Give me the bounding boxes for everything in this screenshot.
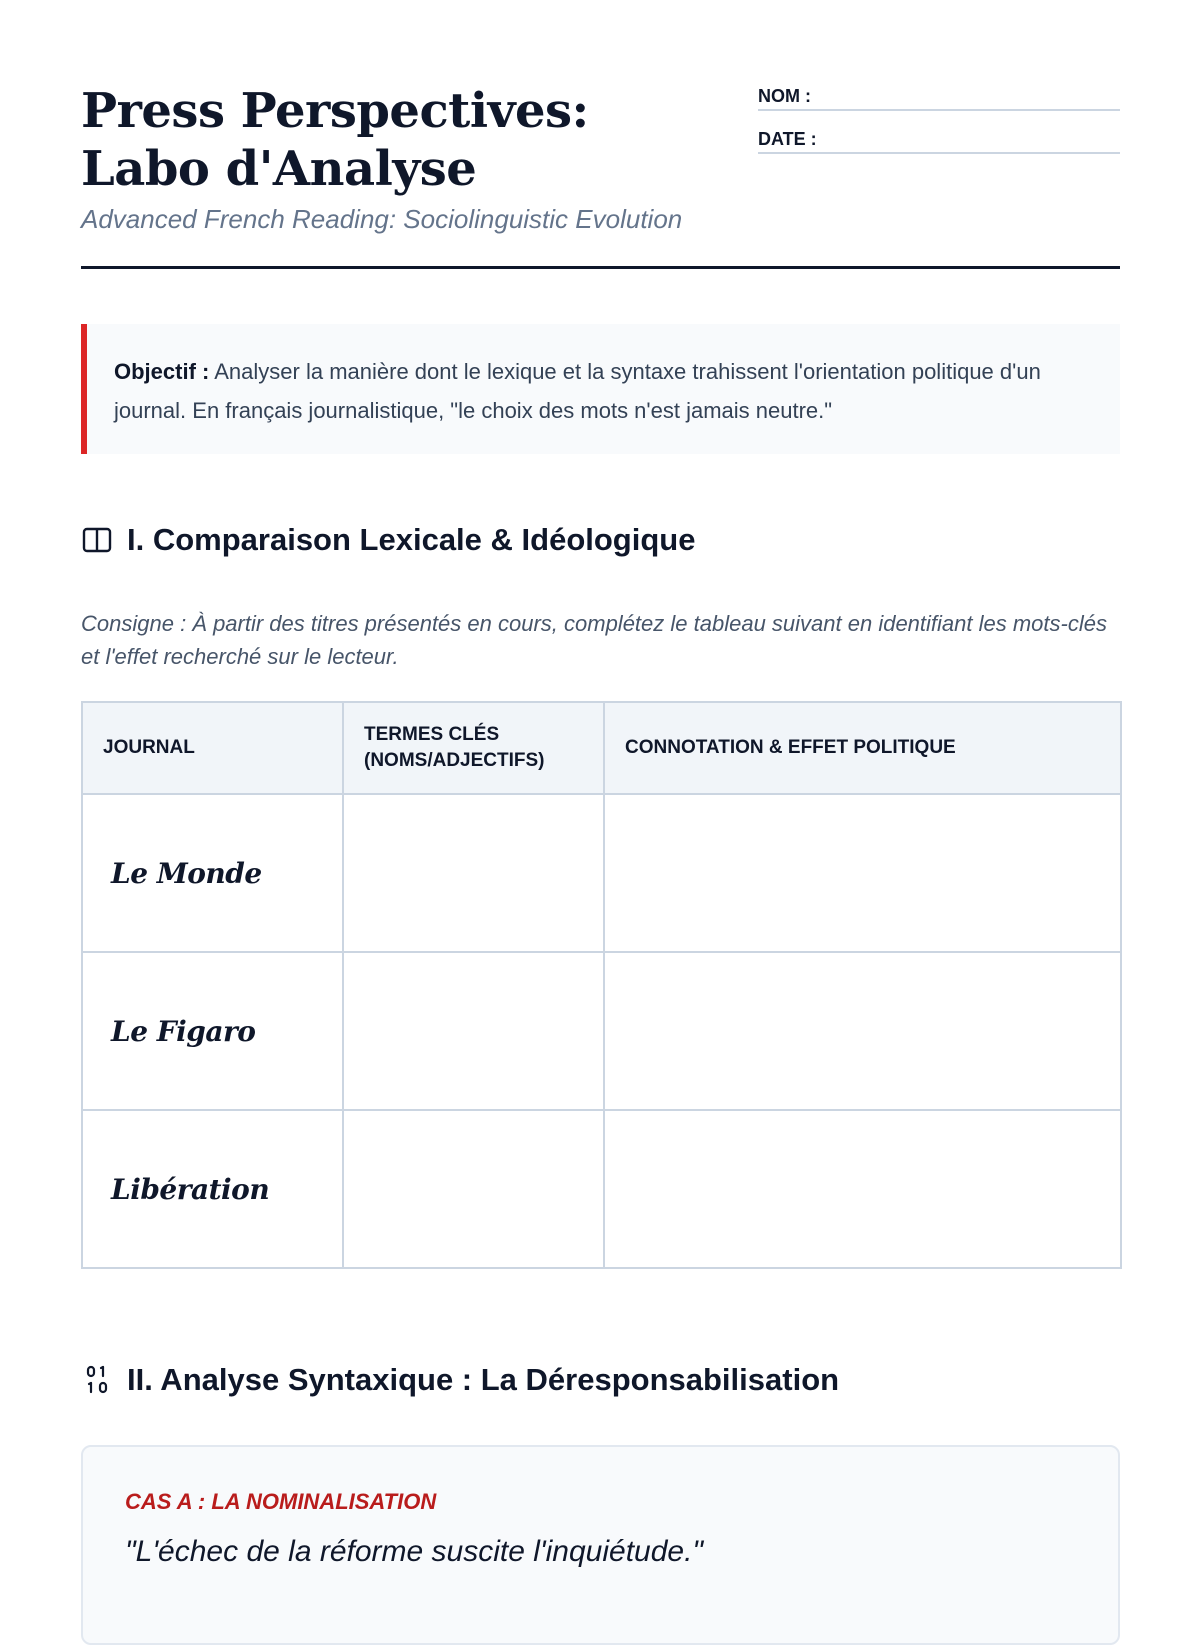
connotation-answer-cell[interactable] (604, 952, 1121, 1110)
column-header-journal: JOURNAL (82, 702, 343, 794)
table-row (82, 1110, 1121, 1268)
connotation-answer-cell[interactable] (604, 1110, 1121, 1268)
journal-cell (82, 1110, 343, 1268)
name-field-label: NOM : (758, 86, 811, 106)
table-header-row (82, 702, 1121, 794)
objective-text: Analyser la manière dont le lexique et la syntaxe trahissent l'orientation politique d'un journal. En français journalistique, "le choix des mots n'est jamais neutre." (114, 359, 1041, 423)
table-row (82, 952, 1121, 1110)
column-header-key-terms: TERMES CLÉS (NOMS/ADJECTIFS) (343, 702, 604, 794)
key-terms-answer-cell[interactable] (343, 952, 604, 1110)
column-header-connotation: CONNOTATION & EFFET POLITIQUE (604, 702, 1121, 794)
section-2-heading (81, 1362, 839, 1398)
binary-icon (81, 1364, 113, 1396)
journal-cell (82, 794, 343, 952)
section-2-title: II. Analyse Syntaxique : La Déresponsabilisation (127, 1362, 840, 1397)
name-field-line[interactable] (811, 85, 1120, 107)
page-title: Press Perspectives: Labo d'Analyse (81, 83, 589, 197)
connotation-answer-cell[interactable] (604, 794, 1121, 952)
section-1-heading (81, 522, 695, 558)
key-terms-answer-cell[interactable] (343, 1110, 604, 1268)
date-field-label: DATE : (758, 129, 817, 149)
consigne-text: Consigne : À partir des titres présentés en cours, complétez le tableau suivant en identifiant les mots-clés et l'effet recherché sur le lecteur. (81, 611, 1107, 669)
journal-name: Le Monde (111, 856, 262, 890)
journal-name: Le Figaro (111, 1014, 256, 1048)
journal-cell (82, 952, 343, 1110)
page-subtitle: Advanced French Reading: Sociolinguistic Evolution (81, 204, 683, 234)
case-a-quote: "L'échec de la réforme suscite l'inquiétude." (125, 1535, 704, 1568)
student-fields (758, 82, 1120, 168)
lexical-comparison-table (81, 701, 1122, 1269)
date-field-line[interactable] (817, 128, 1120, 150)
header-divider (81, 266, 1120, 269)
book-open-icon (81, 524, 113, 556)
date-field[interactable] (758, 125, 1120, 154)
case-a-label: CAS A : LA NOMINALISATION (125, 1489, 437, 1514)
table-row (82, 794, 1121, 952)
objective-box (81, 324, 1120, 454)
case-a-card (81, 1445, 1120, 1645)
name-field[interactable] (758, 82, 1120, 111)
worksheet-header (81, 82, 1120, 270)
section-1-title: I. Comparaison Lexicale & Idéologique (127, 522, 696, 557)
objective-label: Objectif : (114, 359, 210, 384)
key-terms-answer-cell[interactable] (343, 794, 604, 952)
journal-name: Libération (111, 1172, 270, 1206)
